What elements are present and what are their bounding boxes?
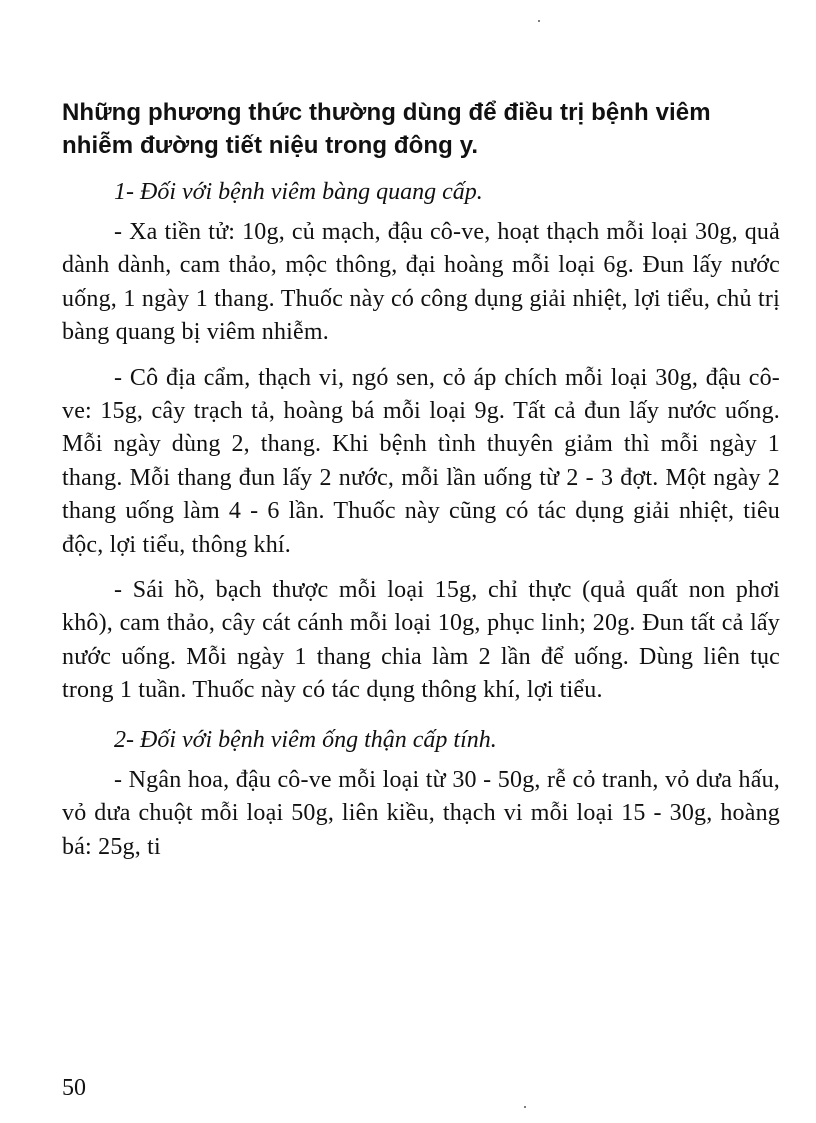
remedy-paragraph: - Cô địa cẩm, thạch vi, ngó sen, cỏ áp chích mỗi loại 30g, đậu cô-ve: 15g, cây trạch tả, hoàng bá mỗi loại 9g. Tất cả đun lấy nước uống. Mỗi ngày dùng 2, thang. Khi bệnh tình thuyên giảm thì mỗi ngày 1 thang. Mỗi thang đun lấy 2 nước, mỗi lần uống từ 2 - 3 đợt. Một ngày 2 thang uống làm 4 - 6 lần. Thuốc này cũng có tác dụng giải nhiệt, tiêu độc, lợi tiểu, thông khí. (62, 364, 780, 558)
section-kidney-tubule-inflammation (62, 724, 780, 864)
section-title: 2- Đối với bệnh viêm ống thận cấp tính. (114, 726, 497, 753)
section-bladder-inflammation (62, 176, 780, 708)
scan-speck (524, 1106, 526, 1108)
scan-speck (538, 20, 540, 22)
remedy-paragraph: - Sái hồ, bạch thược mỗi loại 15g, chỉ thực (quả quất non phơi khô), cam thảo, cây cát cánh mỗi loại 10g, phục linh; 20g. Đun tất cả lấy nước uống. Mỗi ngày 1 thang chia làm 2 lần để uống. Dùng liên tục trong 1 tuần. Thuốc này có tác dụng thông khí, lợi tiểu. (62, 577, 780, 704)
page-heading: Những phương thức thường dùng để điều trị bệnh viêm nhiễm đường tiết niệu trong đông y. (62, 99, 711, 159)
page-content (62, 96, 780, 876)
page-number: 50 (62, 1075, 86, 1101)
remedy-paragraph: - Xa tiền tử: 10g, củ mạch, đậu cô-ve, hoạt thạch mỗi loại 30g, quả dành dành, cam thảo, mộc thông, đại hoàng mỗi loại 6g. Đun lấy nước uống, 1 ngày 1 thang. Thuốc này có công dụng giải nhiệt, lợi tiểu, chủ trị bàng quang bị viêm nhiễm. (62, 219, 780, 346)
remedy-paragraph: - Ngân hoa, đậu cô-ve mỗi loại từ 30 - 50g, rễ cỏ tranh, vỏ dưa hấu, vỏ dưa chuột mỗi loại 50g, liên kiều, thạch vi mỗi loại 15 - 30g, hoàng bá: 25g, ti (62, 766, 780, 860)
section-title: 1- Đối với bệnh viêm bàng quang cấp. (114, 179, 483, 205)
